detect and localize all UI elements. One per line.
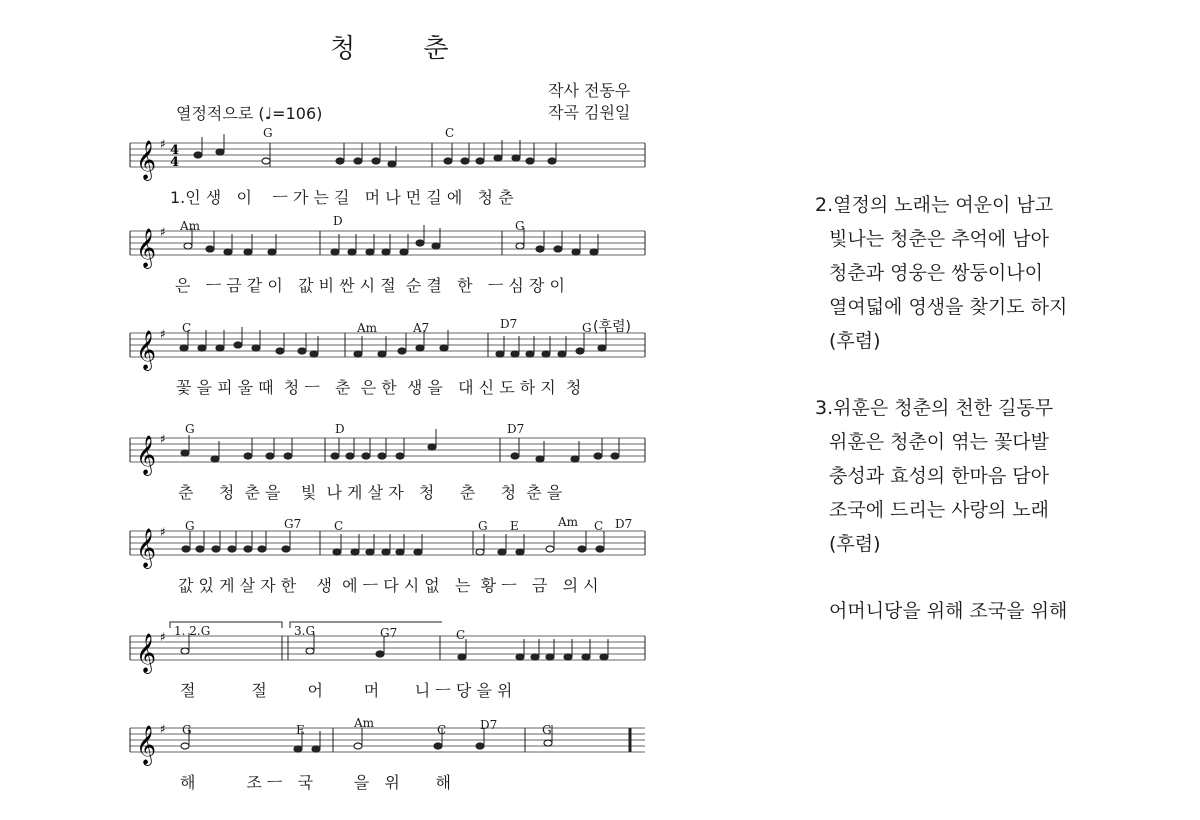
note-head bbox=[526, 351, 534, 357]
note-head bbox=[444, 158, 452, 164]
note-head bbox=[234, 342, 242, 348]
note-head bbox=[516, 654, 524, 660]
chord-label: G bbox=[185, 422, 195, 436]
composer: 작곡 김원일 bbox=[548, 103, 631, 122]
lyrics-line: 꽃 을 피 울 때 청 ㅡ 춘 은 한 생 을 대 신 도 하 지 청 bbox=[176, 378, 582, 397]
note-head bbox=[333, 549, 341, 555]
chord-label: D bbox=[335, 422, 345, 436]
note-head bbox=[578, 546, 586, 552]
note-head bbox=[494, 155, 502, 161]
note-head bbox=[582, 654, 590, 660]
note-head bbox=[354, 743, 362, 749]
note-head bbox=[432, 243, 440, 249]
verse-line: 청춘과 영웅은 쌍둥이나이 bbox=[829, 262, 1043, 284]
treble-clef-icon: 𝄞 bbox=[136, 330, 157, 370]
note-head bbox=[511, 453, 519, 459]
note-head bbox=[351, 549, 359, 555]
chord-label: C bbox=[456, 628, 466, 642]
note-head bbox=[388, 161, 396, 167]
lyrics-line: 은 ㅡ 금 같 이 값 비 싼 시 절 순 결 한 ㅡ 심 장 이 bbox=[175, 276, 565, 295]
note-head bbox=[434, 743, 442, 749]
lyricist: 작사 전동우 bbox=[548, 81, 631, 100]
note-head bbox=[542, 351, 550, 357]
verse-line: 열여덟에 영생을 찾기도 하지 bbox=[829, 296, 1068, 318]
staff-4 bbox=[130, 420, 650, 480]
note-head bbox=[196, 546, 204, 552]
note-head bbox=[516, 549, 524, 555]
note-head bbox=[268, 249, 276, 255]
note-head bbox=[498, 549, 506, 555]
chord-label: A7 bbox=[413, 321, 430, 335]
note-head bbox=[198, 345, 206, 351]
note-head bbox=[564, 654, 572, 660]
verse-line: 어머니당을 위해 조국을 위해 bbox=[829, 600, 1068, 622]
note-head bbox=[414, 549, 422, 555]
staff-7 bbox=[130, 710, 650, 770]
note-head bbox=[596, 546, 604, 552]
time-signature: 4 bbox=[170, 143, 180, 158]
tempo-text: 열정적으로 bbox=[176, 104, 254, 123]
key-signature-sharp-icon: ♯ bbox=[160, 137, 166, 151]
chord-label: C bbox=[437, 723, 447, 737]
music-system-5 bbox=[130, 513, 650, 623]
chord-label: Am bbox=[354, 716, 375, 730]
note-head bbox=[284, 453, 292, 459]
note-head bbox=[180, 345, 188, 351]
note-head bbox=[252, 345, 260, 351]
note-head bbox=[512, 155, 520, 161]
key-signature-sharp-icon: ♯ bbox=[160, 630, 166, 644]
note-head bbox=[181, 648, 189, 654]
note-head bbox=[216, 149, 224, 155]
chord-label: C bbox=[182, 321, 192, 335]
note-head bbox=[571, 456, 579, 462]
chord-label: G7 bbox=[284, 517, 302, 531]
note-head bbox=[548, 158, 556, 164]
chord-label: 3.G bbox=[294, 624, 316, 638]
verse-line: 빛나는 청춘은 추억에 남아 bbox=[829, 228, 1050, 250]
verse-line: (후렴) bbox=[829, 533, 881, 555]
key-signature-sharp-icon: ♯ bbox=[160, 225, 166, 239]
note-head bbox=[546, 546, 554, 552]
lyrics-line: 해 조 ㅡ 국 을 위 해 bbox=[180, 773, 451, 792]
note-head bbox=[376, 651, 384, 657]
verse-line: (후렴) bbox=[829, 330, 881, 352]
quarter-note-icon: ♩ bbox=[264, 104, 273, 123]
note-head bbox=[572, 249, 580, 255]
verse-line: 3.위훈은 청춘의 천한 길동무 bbox=[815, 397, 1054, 419]
chord-label: Am bbox=[558, 515, 579, 529]
note-head bbox=[416, 345, 424, 351]
note-head bbox=[590, 249, 598, 255]
note-head bbox=[211, 456, 219, 462]
chord-label: D7 bbox=[507, 422, 525, 436]
chord-label: G bbox=[582, 321, 592, 335]
note-head bbox=[258, 546, 266, 552]
song-title: 청 춘 bbox=[330, 34, 479, 64]
lyrics-line: 춘 청 춘 을 빛 나 게 살 자 청 춘 청 춘 을 bbox=[178, 483, 563, 502]
verse-line: 2.열정의 노래는 여운이 남고 bbox=[815, 194, 1054, 216]
note-head bbox=[511, 351, 519, 357]
note-head bbox=[262, 158, 270, 164]
key-signature-sharp-icon: ♯ bbox=[160, 525, 166, 539]
note-head bbox=[546, 654, 554, 660]
verse-line: 조국에 드리는 사랑의 노래 bbox=[829, 499, 1050, 521]
note-head bbox=[536, 246, 544, 252]
chord-label: E bbox=[296, 723, 305, 737]
chord-label: C bbox=[334, 519, 344, 533]
note-head bbox=[206, 246, 214, 252]
treble-clef-icon: 𝄞 bbox=[136, 528, 157, 568]
note-head bbox=[282, 546, 290, 552]
chord-label: E bbox=[510, 519, 519, 533]
chorus-marker: (후렴) bbox=[593, 319, 631, 335]
note-head bbox=[331, 249, 339, 255]
chord-label: 1. 2.G bbox=[174, 624, 211, 638]
note-head bbox=[331, 453, 339, 459]
staff-3 bbox=[130, 315, 650, 375]
music-system-2 bbox=[130, 213, 650, 323]
chord-label: G bbox=[182, 723, 192, 737]
note-head bbox=[544, 740, 552, 746]
chord-label: Am bbox=[357, 321, 378, 335]
note-head bbox=[576, 348, 584, 354]
note-head bbox=[182, 546, 190, 552]
note-head bbox=[516, 243, 524, 249]
note-head bbox=[244, 453, 252, 459]
note-head bbox=[366, 549, 374, 555]
staff-2 bbox=[130, 213, 650, 273]
note-head bbox=[244, 249, 252, 255]
note-head bbox=[396, 549, 404, 555]
note-head bbox=[378, 453, 386, 459]
treble-clef-icon: 𝄞 bbox=[136, 725, 157, 765]
tempo-bpm: =106 bbox=[272, 104, 317, 123]
treble-clef-icon: 𝄞 bbox=[136, 633, 157, 673]
note-head bbox=[382, 549, 390, 555]
note-head bbox=[428, 444, 436, 450]
note-head bbox=[496, 351, 504, 357]
chord-label: G bbox=[263, 126, 273, 140]
note-head bbox=[354, 158, 362, 164]
note-head bbox=[294, 746, 302, 752]
note-head bbox=[310, 351, 318, 357]
note-head bbox=[398, 348, 406, 354]
verse-ending bbox=[815, 594, 1067, 628]
note-head bbox=[212, 546, 220, 552]
key-signature-sharp-icon: ♯ bbox=[160, 432, 166, 446]
staff-1 bbox=[130, 125, 650, 185]
music-system-7 bbox=[130, 710, 650, 820]
note-head bbox=[312, 746, 320, 752]
note-head bbox=[216, 345, 224, 351]
note-head bbox=[458, 654, 466, 660]
key-signature-sharp-icon: ♯ bbox=[160, 327, 166, 341]
note-head bbox=[348, 249, 356, 255]
note-head bbox=[400, 249, 408, 255]
treble-clef-icon: 𝄞 bbox=[136, 140, 157, 180]
note-head bbox=[266, 453, 274, 459]
chord-label: D7 bbox=[500, 317, 518, 331]
tempo-marking: 열정적으로 (♩=106) bbox=[176, 104, 323, 123]
note-head bbox=[594, 453, 602, 459]
note-head bbox=[336, 158, 344, 164]
note-head bbox=[378, 351, 386, 357]
note-head bbox=[224, 249, 232, 255]
note-head bbox=[461, 158, 469, 164]
additional-verses bbox=[815, 188, 1067, 661]
note-head bbox=[244, 546, 252, 552]
chord-label: G bbox=[478, 519, 488, 533]
chord-label: G bbox=[515, 219, 525, 233]
treble-clef-icon: 𝄞 bbox=[136, 228, 157, 268]
note-head bbox=[558, 351, 566, 357]
note-head bbox=[366, 249, 374, 255]
music-system-3 bbox=[130, 315, 650, 425]
chord-label: D bbox=[333, 214, 343, 228]
chord-label: D7 bbox=[615, 517, 633, 531]
note-head bbox=[346, 453, 354, 459]
chord-label: Am bbox=[180, 219, 201, 233]
note-head bbox=[600, 654, 608, 660]
note-head bbox=[396, 453, 404, 459]
note-head bbox=[611, 453, 619, 459]
verse-3 bbox=[815, 391, 1067, 561]
note-head bbox=[181, 743, 189, 749]
note-head bbox=[372, 158, 380, 164]
note-head bbox=[476, 549, 484, 555]
chord-label: C bbox=[445, 126, 455, 140]
note-head bbox=[531, 654, 539, 660]
lyrics-line: 1.인 생 이 ㅡ 가 는 길 머 나 먼 길 에 청 춘 bbox=[170, 188, 514, 207]
chord-label: G7 bbox=[380, 626, 398, 640]
verse-2 bbox=[815, 188, 1067, 358]
note-head bbox=[476, 158, 484, 164]
chord-label: D7 bbox=[480, 718, 498, 732]
note-head bbox=[194, 152, 202, 158]
note-head bbox=[416, 240, 424, 246]
note-head bbox=[554, 246, 562, 252]
note-head bbox=[362, 453, 370, 459]
key-signature-sharp-icon: ♯ bbox=[160, 722, 166, 736]
note-head bbox=[382, 249, 390, 255]
note-head bbox=[228, 546, 236, 552]
note-head bbox=[306, 648, 314, 654]
note-head bbox=[476, 743, 484, 749]
lyrics-line: 절 절 어 머 니 ㅡ 당 을 위 bbox=[180, 681, 513, 700]
note-head bbox=[526, 158, 534, 164]
chord-label: G bbox=[542, 723, 552, 737]
verse-line: 충성과 효성의 한마음 담아 bbox=[829, 465, 1050, 487]
time-signature: 4 bbox=[170, 155, 180, 170]
note-head bbox=[536, 456, 544, 462]
chord-label: C bbox=[594, 519, 604, 533]
note-head bbox=[598, 345, 606, 351]
note-head bbox=[440, 345, 448, 351]
lyrics-line: 값 있 게 살 자 한 생 에 ㅡ 다 시 없 는 황 ㅡ 금 의 시 bbox=[178, 576, 599, 595]
note-head bbox=[354, 351, 362, 357]
treble-clef-icon: 𝄞 bbox=[136, 435, 157, 475]
verse-line: 위훈은 청춘이 엮는 꽃다발 bbox=[829, 431, 1050, 453]
note-head bbox=[276, 348, 284, 354]
chord-label: G bbox=[185, 519, 195, 533]
note-head bbox=[181, 450, 189, 456]
credits bbox=[548, 80, 630, 124]
note-head bbox=[298, 348, 306, 354]
note-head bbox=[184, 243, 192, 249]
